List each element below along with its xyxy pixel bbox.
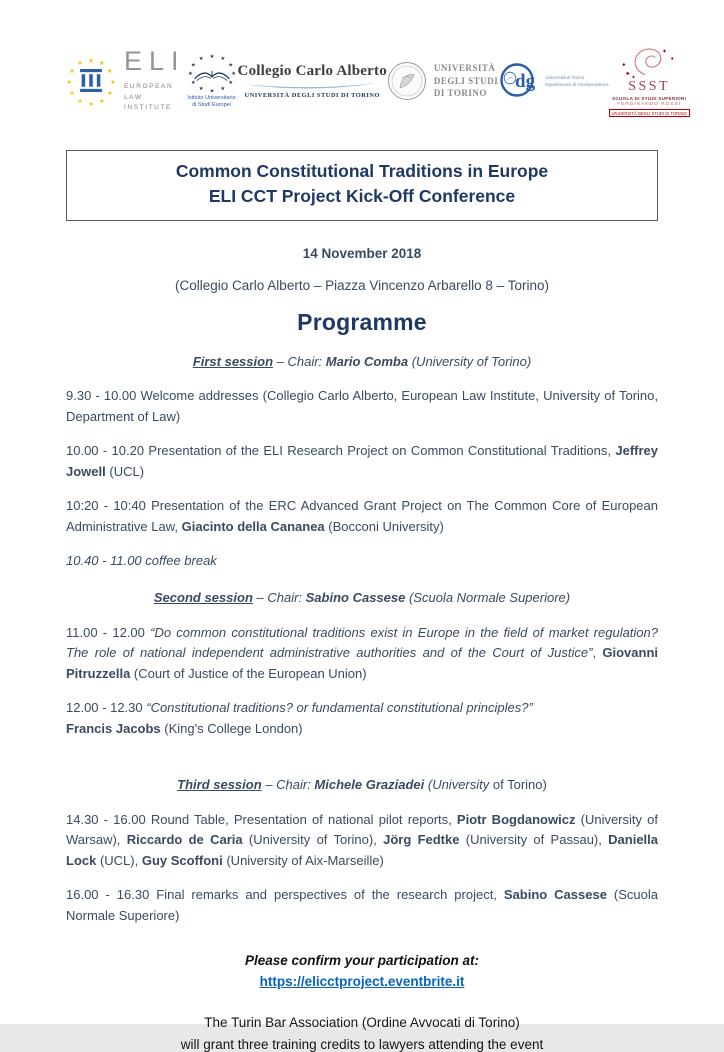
- confirm-participation-label: Please confirm your participation at:: [244, 953, 480, 969]
- programme-heading: Programme: [297, 308, 427, 335]
- conference-venue: (Collegio Carlo Alberto – Piazza Vincenzo Arbarello 8 – Torino): [175, 277, 549, 293]
- svg-text:★: ★: [77, 98, 83, 106]
- footer: [66, 953, 658, 1052]
- svg-text:★: ★: [69, 90, 75, 98]
- slot-1600: 16.00 - 16.30 Final remarks and perspectives of the research project, Sabino Cassese (Scuola Normale Superiore): [66, 887, 658, 923]
- svg-text:★: ★: [107, 68, 113, 76]
- bar-association-line1: The Turin Bar Association (Ordine Avvocati di Torino): [204, 1015, 520, 1031]
- svg-text:dg: dg: [515, 71, 536, 92]
- svg-text:★: ★: [69, 68, 75, 76]
- eli-acronym: ELI: [124, 46, 186, 77]
- swoosh-underline-icon: [244, 81, 380, 90]
- slot-1000: 10.00 - 10.20 Presentation of the ELI Research Project on Common Constitutional Traditions, Jeffrey Jowell (UCL): [66, 443, 658, 479]
- svg-text:★: ★: [219, 86, 225, 93]
- eli-caption: EUROPEAN LAW INSTITUTE: [124, 83, 174, 112]
- session-3-heading: Third session – Chair: Michele Graziadei (University of Torino): [177, 777, 547, 793]
- logo-dg: [498, 58, 608, 104]
- logo-iuse: [186, 53, 238, 109]
- svg-text:★: ★: [88, 57, 94, 65]
- session-1-heading: First session – Chair: Mario Comba (University of Torino): [192, 353, 532, 369]
- svg-text:★: ★: [230, 71, 236, 78]
- cca-subtitle: UNIVERSITÀ DEGLI STUDI DI TORINO: [244, 92, 380, 99]
- svg-text:★: ★: [88, 100, 94, 108]
- bar-association-line2: will grant three training credits to lawyers attending the event: [180, 1037, 544, 1052]
- svg-text:★: ★: [227, 62, 233, 69]
- ssst-caption-line1: SCUOLA DI STUDI SUPERIORI: [612, 96, 687, 101]
- svg-text:★: ★: [99, 98, 105, 106]
- coffee-break: 10.40 - 11.00 coffee break: [66, 553, 217, 569]
- iuse-stars-book-icon: [186, 53, 238, 93]
- svg-text:★: ★: [209, 88, 214, 95]
- cca-title: Collegio Carlo Alberto: [237, 63, 387, 79]
- ssst-acronym: SSST: [628, 79, 671, 94]
- slot-1020: 10:20 - 10:40 Presentation of the ERC Advanced Grant Project on The Common Core of European Administrative Law, Giacinto della Cananea (Bocconi University): [66, 498, 658, 534]
- svg-text:★: ★: [66, 79, 72, 87]
- ssst-caption-line3: UNIVERSITÀ DEGLI STUDI DI TORINO: [609, 109, 690, 117]
- slot-1430: 14.30 - 16.00 Round Table, Presentation of national pilot reports, Piotr Bogdanowicz (University of Warsaw), Riccardo de Caria (University of Torino), Jörg Fedtke (University of Passau), Daniella Lock (UCL), Guy Scoffoni (University of Aix-Marseille): [66, 811, 659, 868]
- conference-title-line2: ELI CCT Project Kick-Off Conference: [208, 186, 516, 207]
- svg-text:★: ★: [107, 90, 113, 98]
- conference-title-line1: Common Constitutional Traditions in Europe: [175, 161, 549, 181]
- conference-date: 14 November 2018: [302, 245, 422, 261]
- svg-text:★: ★: [219, 55, 225, 62]
- unito-caption: UNIVERSITÀ DEGLI STUDI DI TORINO: [433, 63, 499, 99]
- eli-column-stars-icon: [66, 56, 116, 106]
- svg-text:★: ★: [198, 55, 204, 62]
- session-2-heading: Second session – Chair: Sabino Cassese (Scuola Normale Superiore): [153, 590, 571, 605]
- slot-1200: 12.00 - 12.30 “Constitutional traditions? or fundamental constitutional principles?” Francis Jacobs (King's College London): [66, 700, 533, 736]
- svg-text:★: ★: [190, 62, 196, 69]
- unito-seal-icon: [387, 61, 427, 101]
- svg-text:★: ★: [198, 86, 204, 93]
- svg-text:★: ★: [110, 79, 116, 87]
- logo-strip: [66, 38, 687, 124]
- iuse-caption: Istituto Universitario di Studi Europei: [187, 94, 236, 108]
- logo-ssst: [609, 45, 690, 117]
- svg-text:★: ★: [209, 53, 214, 60]
- registration-link[interactable]: https://elicctproject.eventbrite.it: [259, 974, 465, 990]
- logo-eli: [66, 48, 186, 113]
- logo-collegio-carlo-alberto: [238, 63, 387, 99]
- ssst-caption-line2: FERDINANDO ROSSI: [617, 102, 682, 107]
- dg-caption: Università di Torino Dipartimento di Giurisprudenza: [545, 74, 609, 87]
- svg-text:★: ★: [227, 79, 233, 86]
- ssst-spiral-icon: [618, 45, 680, 79]
- svg-text:★: ★: [190, 79, 196, 86]
- svg-text:★: ★: [187, 71, 193, 78]
- svg-text:★: ★: [77, 60, 83, 68]
- slot-0930: 9.30 - 10.00 Welcome addresses (Collegio Carlo Alberto, European Law Institute, University of Torino, Department of Law): [66, 388, 658, 424]
- conference-title-box: [66, 150, 658, 221]
- slot-1100: 11.00 - 12.00 “Do common constitutional traditions exist in Europe in the field of market regulation? The role of national independent administrative authorities and of the Court of Justice”, Giovanni Pitruzzella (Court of Justice of the European Union): [66, 624, 658, 681]
- svg-text:★: ★: [99, 60, 105, 68]
- dg-ring-icon: [498, 58, 542, 104]
- logo-unito: [387, 61, 498, 101]
